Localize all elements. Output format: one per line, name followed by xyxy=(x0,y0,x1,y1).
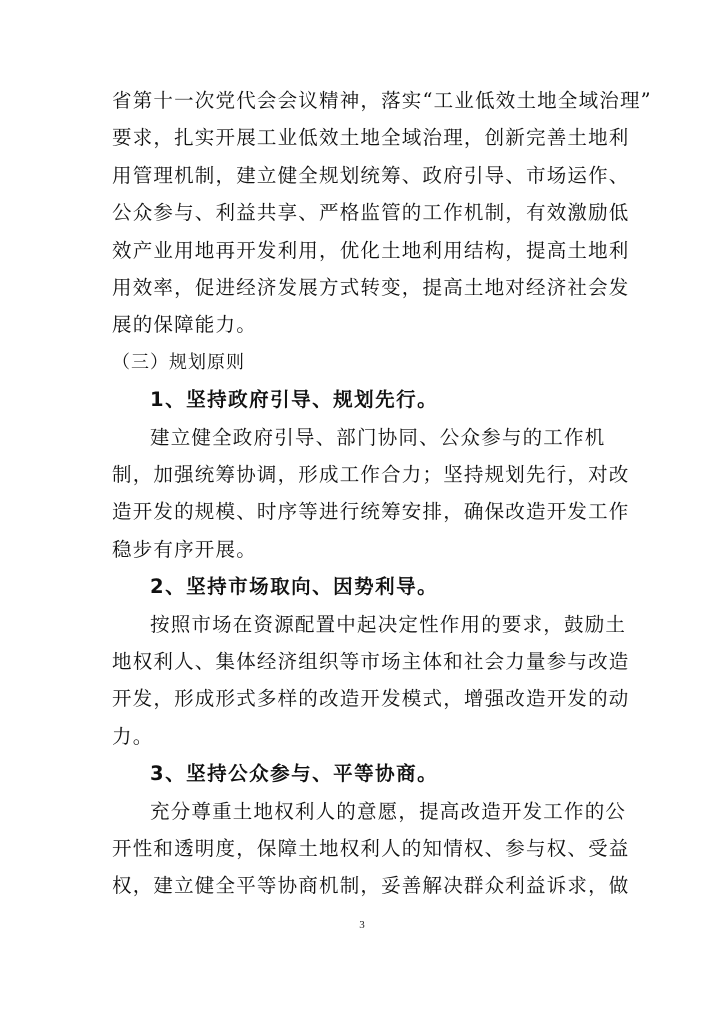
body-text-line: 用效率，促进经济发展方式转变，提高土地对经济社会发 xyxy=(112,276,630,299)
body-text-line: 按照市场在资源配置中起决定性作用的要求，鼓励土 xyxy=(150,612,627,636)
body-text-line: 造开发的规模、时序等进行统筹安排，确保改造开发工作 xyxy=(112,500,630,524)
body-text-line: 展的保障能力。 xyxy=(112,313,257,337)
body-text-line: 开性和透明度，保障土地权利人的知情权、参与权、受益 xyxy=(112,837,630,860)
body-text-line: 充分尊重土地权利人的意愿，提高改造开发工作的公 xyxy=(150,799,627,823)
body-text-line: 地权利人、集体经济组织等市场主体和社会力量参与改造 xyxy=(112,650,630,673)
body-text-line: 开发，形成形式多样的改造开发模式，增强改造开发的动 xyxy=(112,687,630,711)
body-text-line: 公众参与、利益共享、严格监管的工作机制，有效激励低 xyxy=(112,201,630,225)
body-text-line: 权，建立健全平等协商机制，妥善解决群众利益诉求，做 xyxy=(112,874,630,898)
body-text-line: 省第十一次党代会会议精神，落实“工业低效土地全域治理” xyxy=(112,89,652,112)
body-text-line: 建立健全政府引导、部门协同、公众参与的工作机 xyxy=(150,425,606,449)
principle-heading: 3、坚持公众参与、平等协商。 xyxy=(150,762,439,786)
principle-heading: 1、坚持政府引导、规划先行。 xyxy=(150,388,439,412)
body-text-line: 要求，扎实开展工业低效土地全域治理，创新完善土地利 xyxy=(112,126,630,150)
body-text-line: 效产业用地再开发利用，优化土地利用结构，提高土地利 xyxy=(112,238,630,262)
body-text-line: 稳步有序开展。 xyxy=(112,537,257,561)
principle-heading: 2、坚持市场取向、因势利导。 xyxy=(150,575,439,599)
section-heading: （三）规划原则 xyxy=(112,351,245,373)
page-number: 3 xyxy=(359,918,365,931)
body-text-line: 用管理机制，建立健全规划统筹、政府引导、市场运作、 xyxy=(112,163,630,187)
body-text-line: 力。 xyxy=(112,724,154,748)
body-text-line: 制，加强统筹协调，形成工作合力；坚持规划先行，对改 xyxy=(112,463,630,486)
